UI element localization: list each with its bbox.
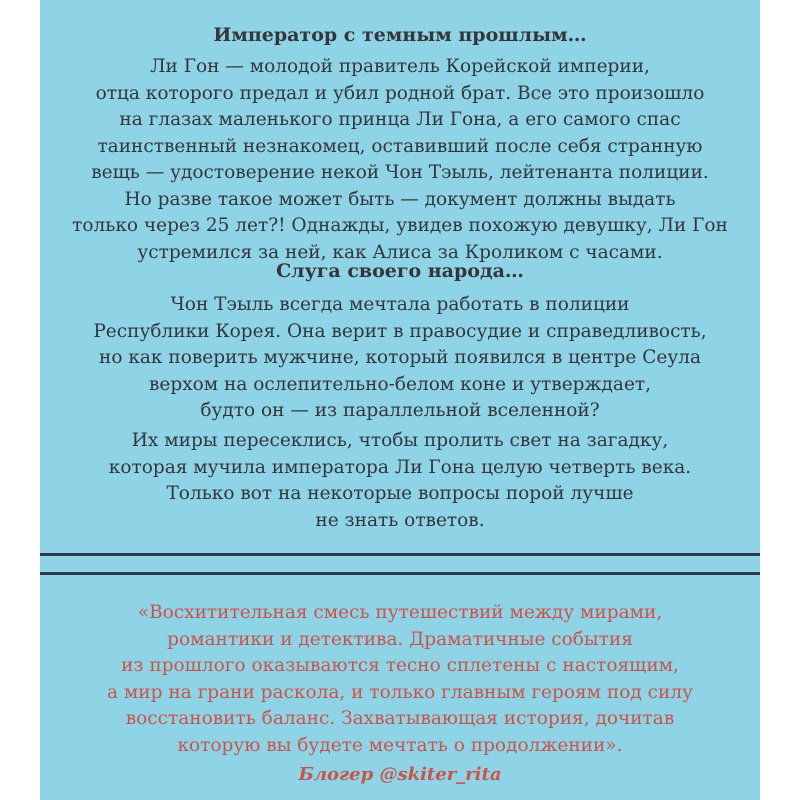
quote-line: восстановить баланс. Захватывающая история, дочитав <box>125 708 675 729</box>
text-line: Только вот на некоторые вопросы порой лучше <box>166 483 634 504</box>
section-heading: Слуга своего народа… <box>276 260 524 282</box>
text-line: вещь — удостоверение некой Чон Тэыль, лейтенанта полиции. <box>91 162 709 183</box>
quote-line: а мир на грани раскола, и только главным героям под силу <box>106 681 693 703</box>
section-heading: Император с темным прошлым… <box>213 24 587 46</box>
text-line: Их миры пересеклись, чтобы пролить свет на загадку, <box>131 430 669 451</box>
text-line: будто он — из параллельной вселенной? <box>200 400 600 421</box>
text-line: Чон Тэыль всегда мечтала работать в полиции <box>170 294 630 315</box>
quote-text <box>40 600 760 759</box>
text-line: но как поверить мужчине, который появился в центре Сеула <box>98 347 702 368</box>
quote-line: из прошлого оказываются тесно сплетены с настоящим, <box>121 655 679 676</box>
divider-line-bottom <box>40 572 760 575</box>
text-line: не знать ответов. <box>315 509 485 531</box>
text-line: которая мучила императора Ли Гона целую четверть века. <box>108 456 692 478</box>
section-paragraph <box>40 54 760 266</box>
text-line: Республики Корея. Она верит в правосудие и справедливость, <box>93 320 707 342</box>
section-worlds <box>40 428 760 534</box>
text-line: устремился за ней, как Алиса за Кроликом с часами. <box>137 241 663 263</box>
review-quote <box>40 600 760 788</box>
quote-line: романтики и детектива. Драматичные события <box>167 628 633 650</box>
text-line: Ли Гон — молодой правитель Корейской империи, <box>150 56 650 77</box>
section-servant <box>40 258 760 425</box>
text-line: Но разве такое может быть — документ должны выдать <box>124 188 676 210</box>
quote-author: Блогер @skiter_rita <box>298 764 502 785</box>
divider-line-top <box>40 553 760 556</box>
text-line: таинственный незнакомец, оставивший после себя странную <box>97 135 703 157</box>
text-line: на глазах маленького принца Ли Гона, а его самого спас <box>119 109 681 130</box>
text-line: отца которого предал и убил родной брат. Все это произошло <box>95 82 705 104</box>
quote-line: которую вы будете мечтать о продолжении». <box>177 734 623 756</box>
book-back-cover <box>40 0 760 800</box>
section-paragraph <box>40 428 760 534</box>
section-emperor <box>40 22 760 266</box>
section-paragraph <box>40 292 760 425</box>
quote-line: «Восхитительная смесь путешествий между мирами, <box>137 602 663 623</box>
text-line: только через 25 лет?! Однажды, увидев похожую девушку, Ли Гон <box>72 215 728 236</box>
text-line: верхом на ослепительно-белом коне и утверждает, <box>148 373 652 395</box>
